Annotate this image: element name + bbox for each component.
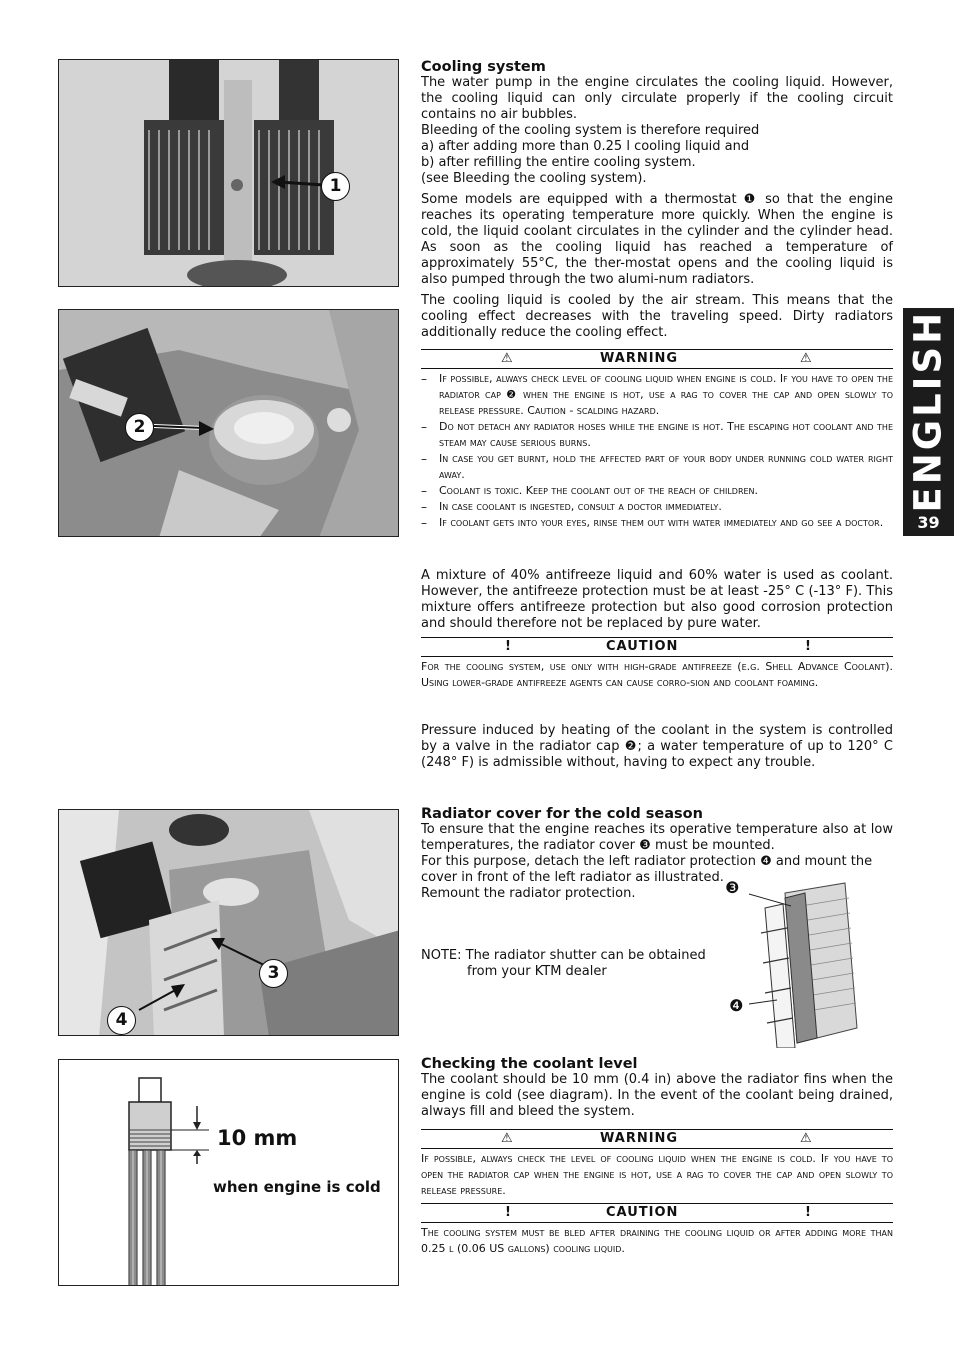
- inset-callout-4: ❹: [729, 996, 744, 1015]
- radiator-cover-p1: To ensure that the engine reaches its operative temperature also at low temperatures, the radiator cover ❸ must be mounted.: [421, 822, 893, 853]
- warning-item: – In case you get burnt, hold the affected part of your body under running cold water right away.: [421, 452, 893, 481]
- cooling-p1: The water pump in the engine circulates the cooling liquid. However, the cooling liquid can only circulate properly if the cooling circuit contains no air bubbles.: [421, 75, 893, 122]
- cooling-heading: Cooling system: [421, 59, 546, 75]
- cooling-p1c: a) after adding more than 0.25 l cooling liquid and: [421, 139, 750, 154]
- warning-label: WARNING: [600, 351, 679, 366]
- warning-item: – If coolant gets into your eyes, rinse them out with water immediately and go see a doctor.: [421, 516, 884, 530]
- warning-icon: ⚠: [501, 351, 514, 366]
- radiator-cap-illustration: [59, 310, 399, 537]
- warning-icon: ⚠: [800, 1131, 813, 1146]
- caution-icon: !: [505, 1205, 512, 1220]
- warning-item: – In case coolant is ingested, consult a doctor immediately.: [421, 500, 722, 514]
- note-line-1: NOTE: The radiator shutter can be obtained: [421, 948, 706, 963]
- cooling-p1b: Bleeding of the cooling system is therefore required: [421, 123, 760, 138]
- pressure-paragraph: Pressure induced by heating of the coolant in the system is controlled by a valve in the radiator cap ❷; a water temperature of up to 120° C (248° F) is admissible without, having to expect any trouble.: [421, 723, 893, 770]
- language-side-tab: [903, 308, 954, 536]
- cooling-p3: The cooling liquid is cooled by the air stream. This means that the cooling effect decreases with the traveling speed. Dirty radiators additionally reduce the cooling effect.: [421, 293, 893, 340]
- callout-2: 2: [125, 413, 154, 442]
- radiator-cover-photo: [58, 809, 399, 1036]
- caution-bar-2: [421, 1203, 893, 1223]
- inset-callout-3: ❸: [725, 878, 740, 897]
- warning-item: – Do not detach any radiator hoses while the engine is hot. The escaping hot coolant and the steam may cause serious burns.: [421, 420, 893, 449]
- caution-icon: !: [805, 1205, 812, 1220]
- caution-label-2: CAUTION: [606, 1205, 679, 1220]
- caution-icon: !: [805, 639, 812, 654]
- radiator-cover-illustration: [59, 810, 399, 1036]
- caution-icon: !: [505, 639, 512, 654]
- radiator-cover-p2: For this purpose, detach the left radiator protection ❹ and mount the cover in front of the left radiator as illustrated.: [421, 854, 873, 885]
- caution-text: For the cooling system, use only with high-grade antifreeze (e.g. Shell Advance Coolant). Using lower-grade antifreeze agents can cause corro-sion and coolant foaming.: [421, 660, 893, 689]
- dimension-caption: when engine is cold: [213, 1178, 381, 1196]
- warning-icon: ⚠: [501, 1131, 514, 1146]
- coolant-level-p1: The coolant should be 10 mm (0.4 in) above the radiator fins when the engine is cold (see diagram). In the event of the coolant being drained, always fill and bleed the system.: [421, 1072, 893, 1119]
- coolant-level-diagram: [58, 1059, 399, 1286]
- radiator-cover-note: [421, 948, 721, 980]
- cooling-p1d: b) after refilling the entire cooling system.: [421, 155, 696, 170]
- page-number: 39: [917, 513, 940, 532]
- callout-4: 4: [107, 1006, 136, 1035]
- note-line-2: from your KTM dealer: [467, 964, 607, 979]
- warning-item: – If possible, always check level of cooling liquid when engine is cold. If you have to open the radiator cap ❷ when the engine is hot, use a rag to cover the cap and open slowly to release pressure. Caution - scalding hazard.: [421, 372, 893, 417]
- radiator-cover-p3: Remount the radiator protection.: [421, 886, 636, 901]
- warning-icon: ⚠: [800, 351, 813, 366]
- coolant-level-illustration: [59, 1060, 399, 1286]
- radiator-cover-heading: Radiator cover for the cold season: [421, 806, 703, 822]
- caution-label: CAUTION: [606, 639, 679, 654]
- antifreeze-paragraph: A mixture of 40% antifreeze liquid and 60% water is used as coolant. However, the antifreeze protection must be at least -25° C (-13° F). This mixture offers antifreeze protection but also good corrosion protection and should therefore not be replaced by pure water.: [421, 568, 893, 631]
- cooling-section: [421, 59, 893, 341]
- warning-label-2: WARNING: [600, 1131, 679, 1146]
- radiator-cover-drawing-svg: [725, 878, 895, 1048]
- callout-1: 1: [321, 172, 350, 201]
- radiator-cover-drawing: [725, 878, 895, 1048]
- warning-bar: [421, 349, 893, 369]
- cooling-p1e: (see Bleeding the cooling system).: [421, 171, 647, 186]
- radiator-cap-photo: [58, 309, 399, 537]
- warning-list: [421, 371, 893, 531]
- callout-3: 3: [259, 959, 288, 988]
- language-label: ENGLISH: [906, 309, 950, 513]
- caution-text-2: The cooling system must be bled after draining the cooling liquid or after adding more than 0.25 l (0.06 US gallons) cooling liquid.: [421, 1226, 893, 1255]
- radiator-front-illustration: [59, 60, 399, 287]
- warning-bar-2: [421, 1129, 893, 1149]
- dimension-label: 10 mm: [217, 1126, 298, 1150]
- radiator-front-photo: [58, 59, 399, 287]
- caution-bar: [421, 637, 893, 657]
- cooling-p2: Some models are equipped with a thermostat ❶ so that the engine reaches its operating temperature more quickly. When the engine is cold, the liquid coolant circulates in the cylinder and the cylinder head. As soon as the cooling liquid has reached a temperature of approximately 55°C, the ther-mostat opens and the cooling liquid is also pumped through the two alumi-num radiators.: [421, 192, 893, 287]
- warning-text-2: If possible, always check the level of cooling liquid when the engine is cold. If you have to open the radiator cap when the engine is hot, use a rag to cover the cap and open slowly to release pressure.: [421, 1152, 893, 1197]
- warning-item: – Coolant is toxic. Keep the coolant out of the reach of children.: [421, 484, 759, 498]
- coolant-level-section: [421, 1056, 893, 1120]
- coolant-level-heading: Checking the coolant level: [421, 1056, 638, 1072]
